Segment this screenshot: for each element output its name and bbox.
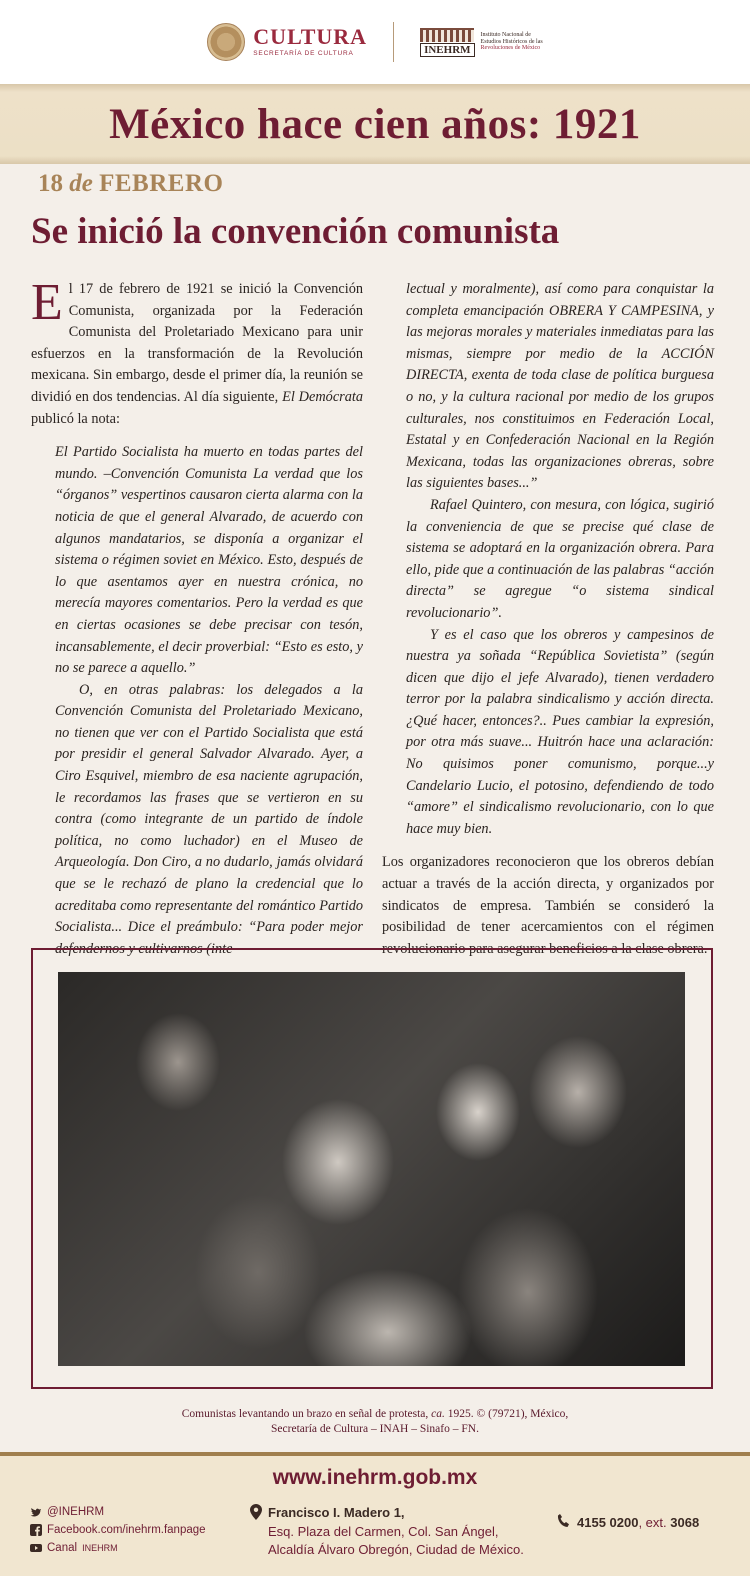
quoted-note xyxy=(31,442,363,960)
youtube-name: INEHRM xyxy=(82,1543,118,1553)
intro-paragraph xyxy=(31,274,363,430)
quote-paragraph-1: El Partido Socialista ha muerto en todas partes del mundo. –Convención Comunista La verdad que los “órganos” vespertinos causaron cierta alarma con la noticia de que el general Alvarado, de acuerdo con algunos mandatarios, se disponía a organizar el sistema o régimen soviet en México. Esto, después de lo que asentamos ayer en nuestra crónica, no merecía mayores comentarios. Pero la verdad es que en ciertas ocasiones se debe precisar con tesón, incansablemente, el decir proverbial: “Esto es esto, y no se parece a aquello.” xyxy=(55,444,363,677)
intro-text: l 17 de febrero de 1921 se inició la Convención Comunista, organizada por la Federación Comunista del Proletariado Mexicano para unir esfuerzos en la transformación de la Revolución mexicana. Sin embargo, desde el primer día, la reunión se dividió en dos tendencias. Al día siguiente, xyxy=(31,281,363,405)
photo-frame xyxy=(31,948,713,1389)
address-line3: Alcaldía Álvaro Obregón, Ciudad de México. xyxy=(268,1542,524,1557)
seal-icon xyxy=(207,23,245,61)
caption-circa: ca. xyxy=(431,1408,445,1420)
twitter-handle: @INEHRM xyxy=(47,1506,105,1518)
date-day: 18 xyxy=(38,170,63,197)
newspaper-name: El Demócrata xyxy=(282,388,363,405)
facebook-icon xyxy=(30,1524,42,1536)
intro-text-end: publicó la nota: xyxy=(31,410,120,427)
caption-line2: Secretaría de Cultura – INAH – Sinafo – FN. xyxy=(271,1423,479,1435)
article-headline: Se inició la convención comunista xyxy=(31,211,560,252)
page-footer xyxy=(0,1452,750,1576)
photo-caption xyxy=(0,1407,750,1437)
youtube-link[interactable] xyxy=(30,1539,206,1557)
spacer xyxy=(31,430,363,442)
inehrm-desc-line2: Estudios Históricos de las xyxy=(480,38,543,45)
inehrm-logo[interactable] xyxy=(420,28,543,57)
date-de: de xyxy=(69,170,93,197)
phone-text xyxy=(577,1515,699,1530)
phone-icon xyxy=(557,1514,569,1531)
quoted-note-continued xyxy=(382,279,714,840)
logo-divider xyxy=(393,22,394,62)
page-header xyxy=(0,0,750,84)
article-column-right xyxy=(382,279,714,960)
closing-paragraph: Los organizadores reconocieron que los obreros debían actuar a través de la acción directa, y organizados por sindicatos de empresa. También se consideró la posibilidad de tener acercamientos con el régimen revolucionario para asegurar beneficios a la clase obrera. xyxy=(382,854,714,957)
historical-photo xyxy=(58,972,685,1366)
location-pin-icon xyxy=(250,1504,262,1560)
phone-ext: 3068 xyxy=(670,1515,700,1530)
facebook-url: Facebook.com/inehrm.fanpage xyxy=(47,1524,206,1536)
page-title: México hace cien años: 1921 xyxy=(109,100,641,148)
cultura-logo-text xyxy=(253,26,367,58)
building-icon xyxy=(420,28,474,42)
cultura-logo[interactable] xyxy=(207,23,367,61)
drop-cap: E xyxy=(31,274,63,331)
caption-text: Comunistas levantando un brazo en señal de protesta, xyxy=(181,1408,432,1420)
inehrm-description xyxy=(481,32,543,53)
website-link[interactable]: www.inehrm.gob.mx xyxy=(272,1466,478,1489)
twitter-icon xyxy=(30,1506,42,1518)
date-month: FEBRERO xyxy=(99,170,224,197)
caption-text-end: 1925. © (79721), México, xyxy=(444,1408,569,1420)
facebook-link[interactable] xyxy=(30,1521,206,1539)
quote-paragraph-5: Y es el caso que los obreros y campesinos de nuestra ya soñada “República Sovietista” (según dicen que dijo el jefe Alvarado), tienen verdadero terror por la palabra sindicalismo y acción directa. ¿Qué hacer, entonces?.. Pues cambiar la expresión, por otra más suave... Huitrón hace una aclaración: No quisimos poner comunismo, porque...y Candelario Lucio, el potosino, defendiendo de todo “amore” el sindicalismo revolucionario, con lo que hace muy bien. xyxy=(406,626,714,837)
article-column-left xyxy=(31,274,363,960)
youtube-icon xyxy=(30,1542,42,1554)
title-band xyxy=(0,84,750,164)
inehrm-word: INEHRM xyxy=(420,43,474,57)
inehrm-desc-line1: Instituto Nacional de xyxy=(480,31,531,38)
quote-paragraph-3: lectual y moralmente), así como para conquistar la completa emancipación OBRERA Y CAMPESINA, y las mejoras morales y materiales inmediatas para las mismas, siempre por medio de la ACCIÓN DIRECTA, exenta de toda clase de política burguesa o no, y la cultura racional por medio de los grupos culturales, nos constituimos en Federación Local, Estatal y en Confederación Nacional en la Región Mexicana, todas las organizaciones obreras, sobre las siguientes bases...” xyxy=(406,281,714,492)
address-line2: Esq. Plaza del Carmen, Col. San Ángel, xyxy=(268,1523,499,1539)
quote-paragraph-4: Rafael Quintero, con mesura, con lógica, sugirió la conveniencia de que se precise qué clase de sistema se adoptará en la organización obrera. Para ello, pide que a continuación de las palabras “acción directa” se agregue “o sistema sindical revolucionario”. xyxy=(406,496,714,621)
caption-line1 xyxy=(0,1407,750,1422)
cultura-word: CULTURA xyxy=(253,24,368,50)
twitter-link[interactable] xyxy=(30,1503,206,1521)
inehrm-badge xyxy=(420,28,474,57)
social-links xyxy=(30,1503,206,1557)
spacer xyxy=(382,840,714,852)
address-line1: Francisco I. Madero 1, xyxy=(268,1505,405,1520)
phone-block[interactable] xyxy=(557,1514,699,1531)
cultura-sub: SECRETARÍA DE CULTURA xyxy=(253,50,354,58)
phone-number: 4155 0200 xyxy=(577,1515,639,1530)
phone-ext-label: , ext. xyxy=(638,1515,667,1530)
address-block xyxy=(250,1504,524,1560)
youtube-label: Canal xyxy=(47,1542,78,1554)
quote-paragraph-2: O, en otras palabras: los delegados a la Convención Comunista del Proletariado Mexicano, no tienen que ver con el Partido Socialista que está por presidir el general Salvador Alvarado. Ayer, a Ciro Esquivel, miembro de esa naciente agrupación, le recordamos las frases que se vertieron en su contra (como integrante de un partido de índole política, no como luchador) en el Museo de Arqueología. Don Ciro, a no dudarlo, jamás olvidará que se le rechazó de plano la credencial que lo acreditaba como representante del romántico Partido Socialista... Dice el preámbulo: “Para poder mejor defendernos y cultivarnos (inte- xyxy=(55,681,363,957)
address-text xyxy=(268,1504,524,1560)
inehrm-desc-line3: Revoluciones de México xyxy=(480,45,541,52)
date-line xyxy=(38,170,223,198)
